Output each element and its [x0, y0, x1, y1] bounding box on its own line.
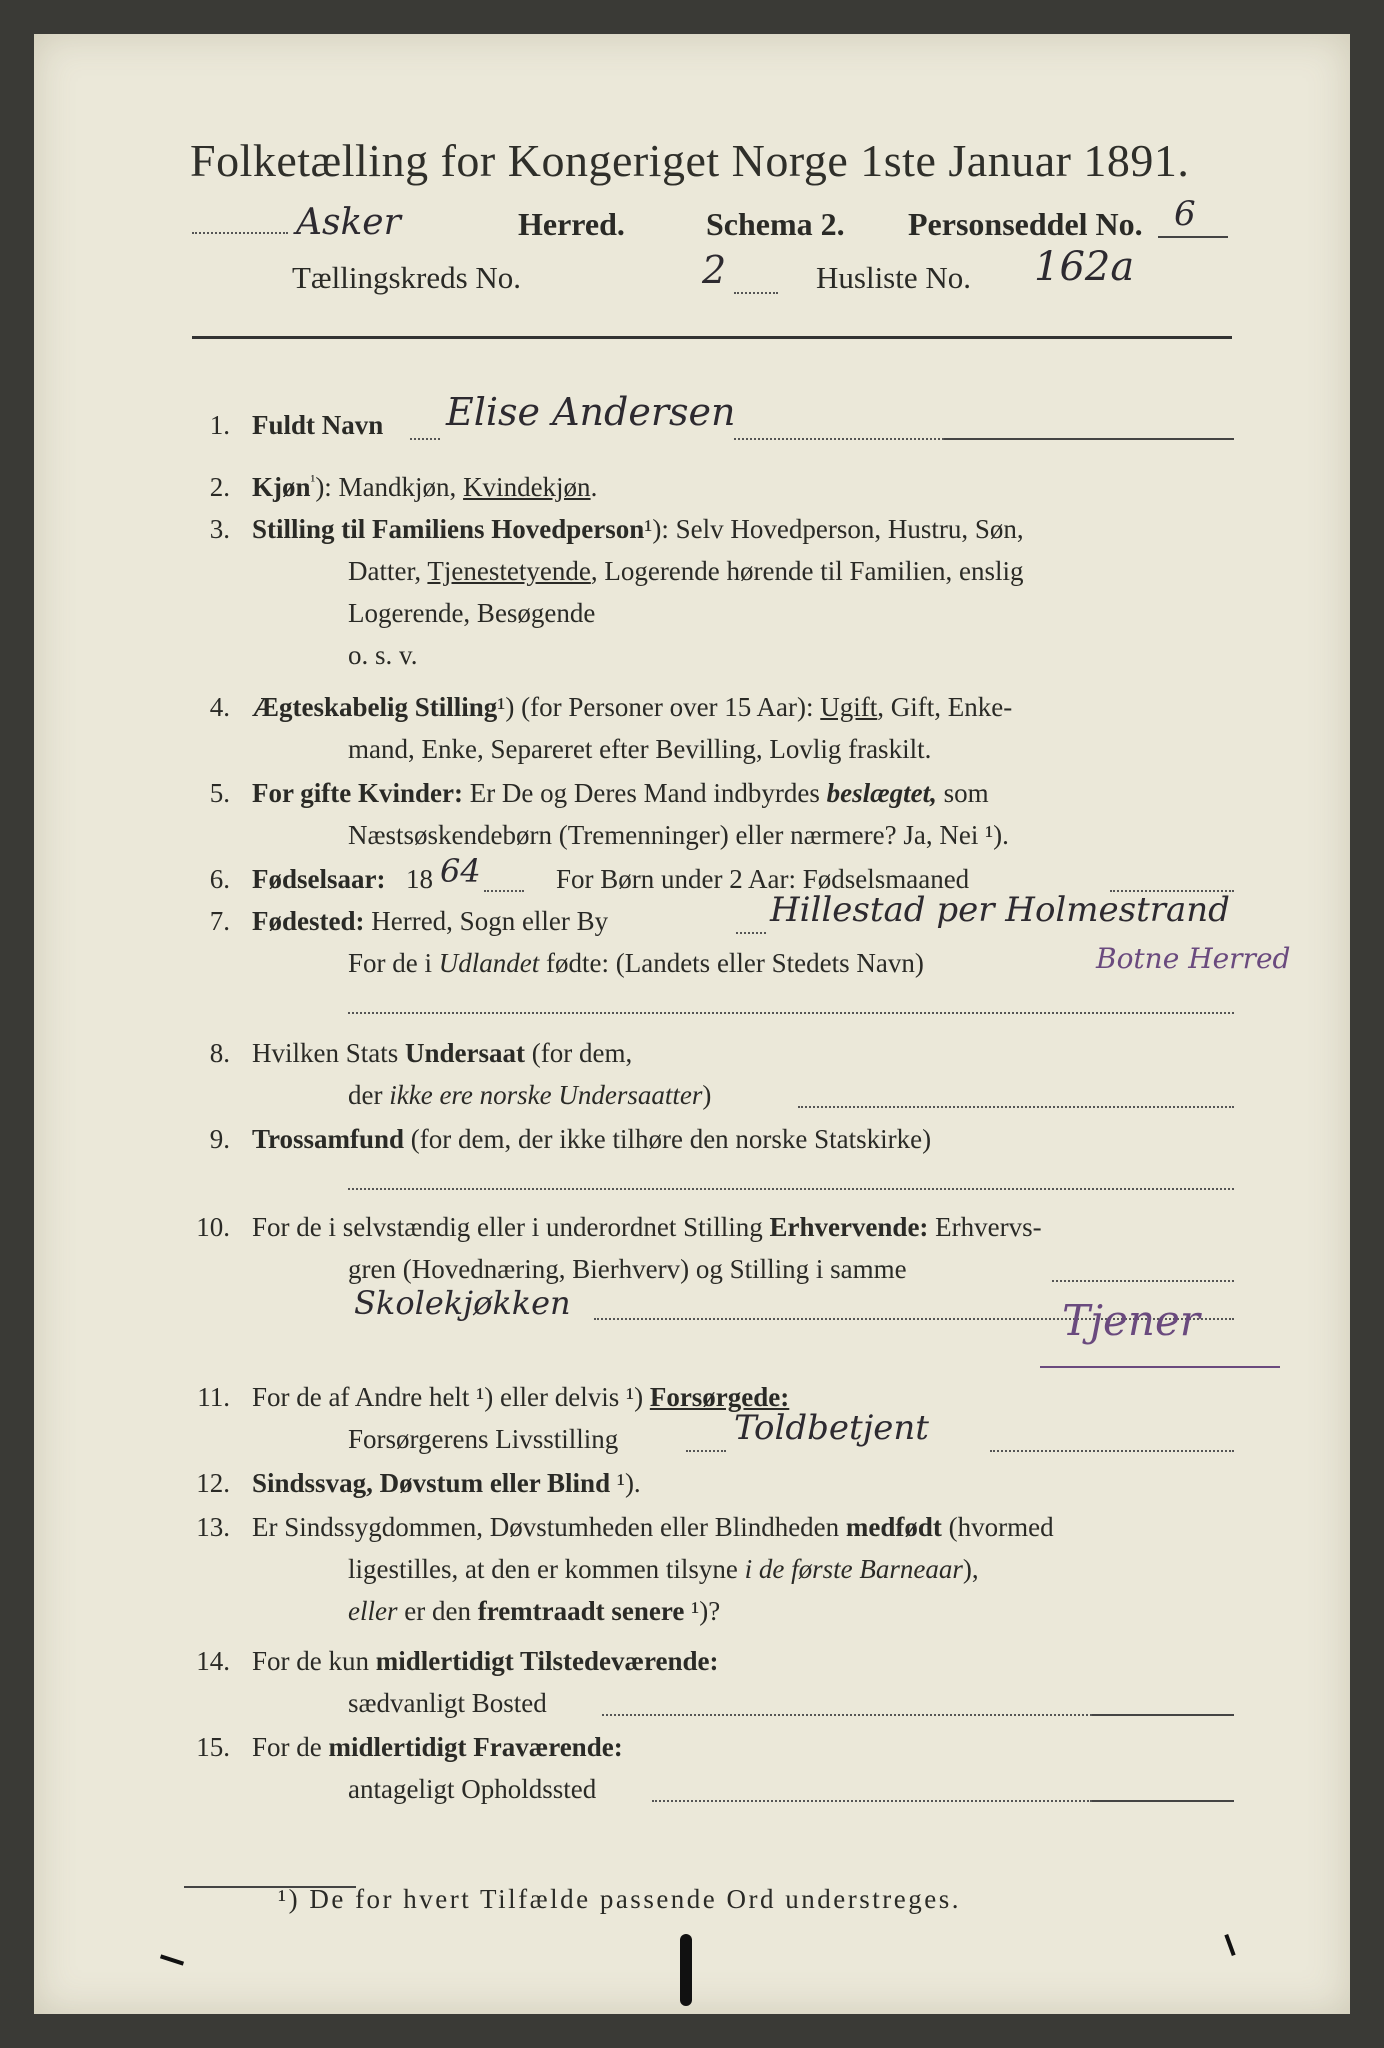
q10-value-2: Tjener	[1062, 1296, 1200, 1345]
q2-text	[252, 472, 597, 503]
paper-mark-left	[160, 1954, 184, 1965]
q13-number: 13.	[196, 1512, 230, 1542]
q5-number: 5.	[209, 778, 230, 808]
q4-l1-end: , Gift, Enke-	[877, 692, 1013, 722]
taellingskreds-label: Tællingskreds No.	[292, 260, 522, 295]
q5-l1-italic: beslægtet,	[826, 778, 937, 808]
q6-rest: For Børn under 2 Aar: Fødselsmaaned	[556, 864, 970, 894]
q2-label: Kjøn	[252, 472, 311, 502]
q9-number: 9.	[209, 1124, 230, 1154]
q5-line-2: Næstsøskendebørn (Tremenninger) eller nærmere? Ja, Nei ¹).	[348, 820, 1009, 850]
q7-l2-italic: Udlandet	[438, 948, 540, 978]
q13-l2-a: ligestilles, at den er kommen tilsyne	[348, 1554, 745, 1584]
q6-number: 6.	[209, 864, 230, 894]
q5-l1-end: som	[936, 778, 989, 808]
q13-l2-end: ),	[962, 1554, 979, 1584]
herred-leader	[192, 232, 288, 234]
q11-line-2: Forsørgerens Livsstilling	[348, 1424, 619, 1454]
q7-line-2	[348, 948, 924, 979]
q12-rest: ¹).	[610, 1468, 641, 1498]
q9-line	[252, 1124, 931, 1155]
q1-label: Fuldt Navn	[252, 410, 384, 440]
husliste-value: 162a	[1034, 244, 1135, 290]
q1-leader	[410, 438, 440, 440]
q11-l1-bold: Forsørgede:	[649, 1382, 790, 1412]
q5-l1-rest: Er De og Deres Mand indbyrdes	[462, 778, 827, 808]
q15-underline	[1092, 1800, 1234, 1802]
q13-line-2	[348, 1554, 979, 1585]
personseddel-value: 6	[1174, 194, 1196, 234]
q8-l2-end: )	[702, 1080, 712, 1110]
q3-number: 3.	[209, 514, 230, 544]
q9-rest: (for dem, der ikke tilhøre den norske Statskirke)	[404, 1124, 932, 1154]
q7-l2-b: fødte: (Landets eller Stedets Navn)	[539, 948, 924, 978]
q7-blank-line	[348, 1012, 1234, 1014]
herred-label: Herred.	[518, 206, 625, 242]
q7-value: Hillestad per Holmestrand	[770, 890, 1230, 930]
q7-l2-a: For de i	[348, 948, 439, 978]
taellingskreds-leader	[734, 292, 778, 294]
q10-line-2: gren (Hovednæring, Bierhverv) og Stilling i samme	[348, 1254, 907, 1284]
q11-value: Toldbetjent	[734, 1408, 929, 1448]
q2-sup: ¹	[310, 473, 316, 490]
q7-l1-rest: Herred, Sogn eller By	[364, 906, 609, 936]
q6-value: 64	[440, 852, 481, 890]
q14-underline	[1092, 1714, 1234, 1716]
q12-line	[252, 1468, 641, 1499]
q7-number: 7.	[209, 906, 230, 936]
q15-line-1	[252, 1732, 623, 1763]
q4-number: 4.	[209, 692, 230, 722]
q4-l1-rest: ¹) (for Personer over 15 Aar):	[497, 692, 821, 722]
q9-blank-line	[348, 1188, 1234, 1190]
q13-l3-italic: eller	[348, 1596, 398, 1626]
header-rule	[192, 336, 1232, 339]
q6-prefix: 18	[406, 864, 433, 894]
q10-line-1	[252, 1212, 1042, 1243]
q10-signature-underline	[1040, 1366, 1280, 1368]
q13-l3-bold: fremtraadt senere	[477, 1596, 685, 1626]
q8-line-1	[252, 1038, 632, 1069]
q14-line-1	[252, 1646, 718, 1677]
q15-leader	[652, 1800, 1092, 1802]
q10-leader	[1052, 1280, 1234, 1282]
q5-label: For gifte Kvinder:	[252, 778, 463, 808]
q8-l1-c: (for dem,	[525, 1038, 633, 1068]
q3-line-4: o. s. v.	[348, 640, 418, 670]
q13-l3-a: er den	[397, 1596, 478, 1626]
q15-line-2: antageligt Opholdssted	[348, 1774, 597, 1804]
q15-l1-a: For de	[252, 1732, 329, 1762]
q3-l2-b: , Logerende hørende til Familien, enslig	[590, 556, 1024, 586]
q15-number: 15.	[196, 1732, 230, 1762]
q6-label: Fødselsaar:	[252, 864, 386, 894]
q4-line-2: mand, Enke, Separeret efter Bevilling, Lovlig fraskilt.	[348, 734, 932, 764]
q3-line-3: Logerende, Besøgende	[348, 598, 596, 628]
q14-leader	[602, 1714, 1092, 1716]
q9-label: Trossamfund	[252, 1124, 405, 1154]
q1-underline	[944, 438, 1234, 440]
census-form-sheet	[34, 34, 1350, 2014]
q4-label: Ægteskabelig Stilling	[252, 692, 498, 722]
q1-number: 1.	[209, 410, 230, 440]
footnote: ¹) De for hvert Tilfælde passende Ord understreges.	[278, 1884, 961, 1914]
q12-label: Sindssvag, Døvstum eller Blind	[252, 1468, 611, 1498]
q3-l2-underlined: Tjenestetyende	[427, 556, 591, 586]
q7-line-1	[252, 906, 608, 937]
q10-l1-c: Erhvervs-	[928, 1212, 1042, 1242]
q3-line-1	[252, 514, 1024, 545]
personseddel-label: Personseddel No.	[908, 206, 1143, 242]
q15-l1-bold: midlertidigt Fraværende:	[328, 1732, 623, 1762]
q7-label: Fødested:	[252, 906, 365, 936]
q11-l1-a: For de af Andre helt ¹) eller delvis ¹)	[252, 1382, 650, 1412]
q3-l2-a: Datter,	[348, 556, 428, 586]
q8-l2-a: der	[348, 1080, 390, 1110]
q14-l1-a: For de kun	[252, 1646, 376, 1676]
q12-number: 12.	[196, 1468, 230, 1498]
paper-mark-right	[1224, 1934, 1235, 1956]
q8-leader	[798, 1106, 1234, 1108]
q13-l1-a: Er Sindssygdommen, Døvstumheden eller Blindheden	[252, 1512, 846, 1542]
q3-label: Stilling til Familiens Hovedperson	[252, 514, 645, 544]
q2-underlined: Kvindekjøn	[463, 472, 591, 502]
paper-mark-center	[680, 1934, 692, 2006]
q3-line-2	[348, 556, 1023, 587]
personseddel-underline	[1158, 236, 1228, 238]
q3-l1-rest: ¹): Selv Hovedperson, Hustru, Søn,	[644, 514, 1024, 544]
q14-l1-bold: midlertidigt Tilstedeværende:	[375, 1646, 719, 1676]
q8-l1-a: Hvilken Stats	[252, 1038, 405, 1068]
herred-value: Asker	[296, 202, 401, 243]
q5-line-1	[252, 778, 989, 809]
q13-l1-c: (hvormed	[941, 1512, 1054, 1542]
q10-value: Skolekjøkken	[354, 1284, 571, 1322]
q10-l1-bold: Erhvervende:	[769, 1212, 929, 1242]
q13-l1-bold: medfødt	[845, 1512, 942, 1542]
q8-l1-bold: Undersaat	[405, 1038, 525, 1068]
q4-line-1	[252, 692, 1012, 723]
q10-number: 10.	[196, 1212, 230, 1242]
q1-leader-2	[734, 438, 944, 440]
q2-rest: ): Mandkjøn,	[315, 472, 464, 502]
q8-l2-italic: ikke ere norske Undersaatter	[389, 1080, 703, 1110]
q13-line-1	[252, 1512, 1054, 1543]
q13-line-3	[348, 1596, 720, 1627]
q14-line-2: sædvanligt Bosted	[348, 1688, 547, 1718]
schema-label: Schema 2.	[706, 206, 845, 242]
q7-value-2: Botne Herred	[1096, 942, 1291, 975]
q13-l2-italic: i de første Barneaar	[744, 1554, 963, 1584]
q8-number: 8.	[209, 1038, 230, 1068]
q2-number: 2.	[209, 472, 230, 502]
q14-number: 14.	[196, 1646, 230, 1676]
form-title: Folketælling for Kongeriget Norge 1ste Januar 1891.	[190, 135, 1190, 186]
q11-leader-2	[990, 1450, 1234, 1452]
q1-value: Elise Andersen	[446, 390, 736, 434]
taellingskreds-value: 2	[702, 248, 727, 292]
q6-leader	[484, 890, 524, 892]
q4-l1-underlined: Ugift	[820, 692, 878, 722]
husliste-label: Husliste No.	[816, 260, 971, 295]
q11-leader	[686, 1450, 726, 1452]
q2-end: .	[590, 472, 598, 502]
q8-line-2	[348, 1080, 711, 1111]
q13-l3-end: ¹)?	[684, 1596, 721, 1626]
q11-line-1	[252, 1382, 789, 1413]
q7-leader	[736, 932, 766, 934]
q10-l1-a: For de i selvstændig eller i underordnet Stilling	[252, 1212, 770, 1242]
q11-number: 11.	[197, 1382, 230, 1412]
